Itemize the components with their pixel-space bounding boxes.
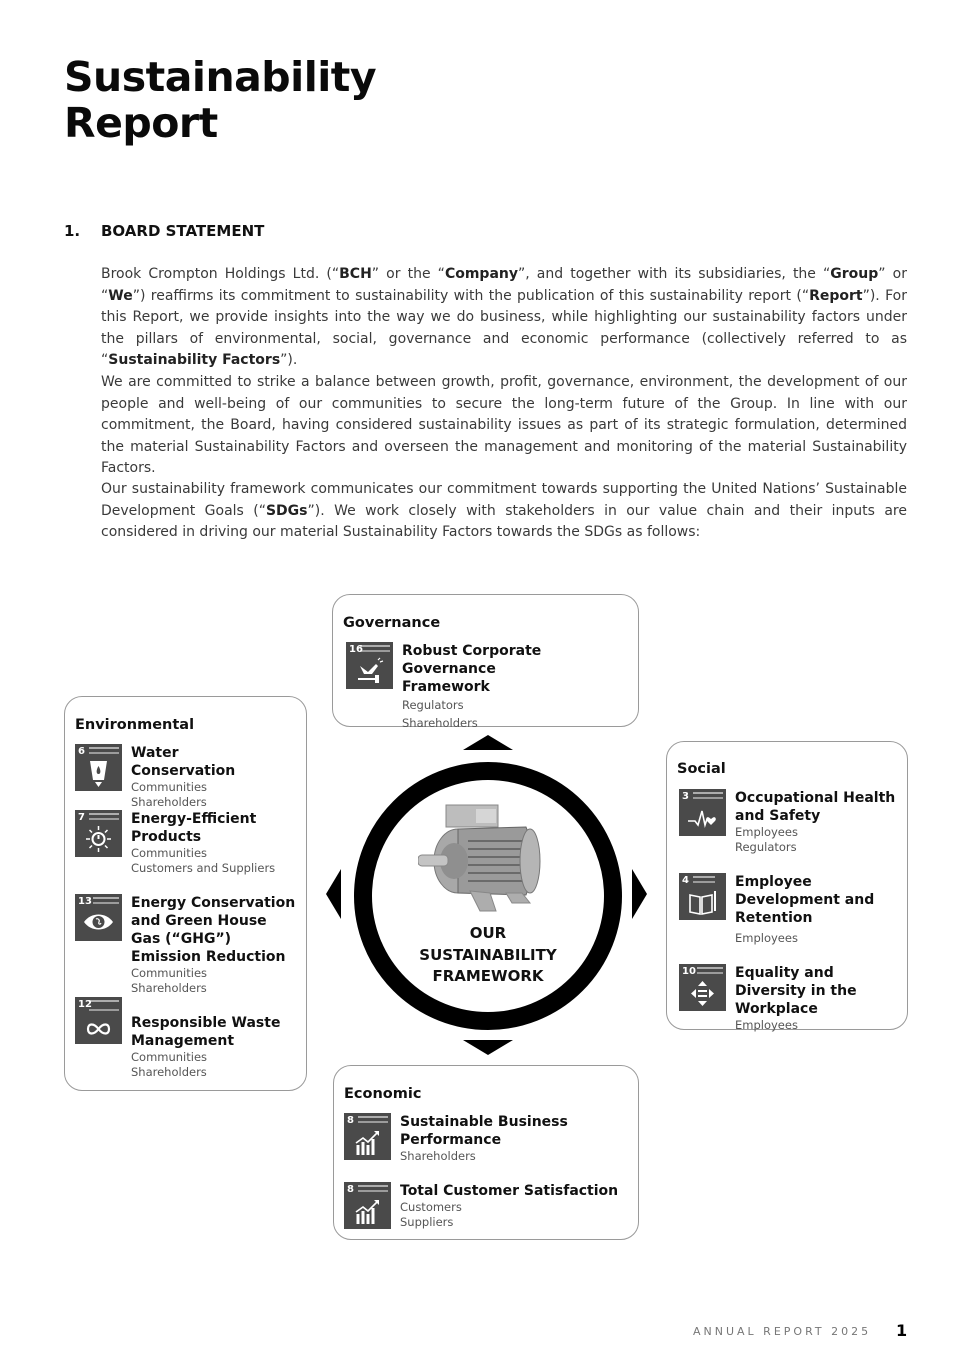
water-glass-icon [83, 758, 114, 788]
stakeholder: Regulators [402, 698, 464, 712]
factor-name: Occupational Health and Safety [735, 790, 896, 824]
section-title: BOARD STATEMENT [101, 222, 265, 240]
factor-name: Responsible Waste Management [131, 1015, 281, 1049]
title-line-2: Report [64, 99, 218, 147]
factor-name: Total Customer Satisfaction [400, 1183, 619, 1199]
stakeholder: Communities [131, 966, 208, 980]
stakeholder: Employees [735, 825, 798, 839]
stakeholder: Shareholders [400, 1149, 476, 1163]
stakeholder: Customers and Suppliers [131, 861, 276, 875]
environmental-box [64, 696, 307, 1091]
page-number: 1 [896, 1321, 908, 1340]
stakeholder: Customers [400, 1200, 462, 1214]
arrow-up-icon [463, 735, 513, 750]
equality-arrows-icon [687, 978, 718, 1008]
environmental-item [75, 810, 281, 876]
sustainability-framework-diagram [323, 735, 653, 1055]
social-item [679, 964, 900, 1033]
factor-name: Energy Conservation and Green House Gas (“GHG”) Emission Reduction [131, 895, 296, 965]
social-box [666, 741, 908, 1030]
social-item [679, 789, 900, 855]
sdg-12-badge: 12 [75, 997, 122, 1044]
economic-item [344, 1113, 600, 1164]
stakeholder: Shareholders [131, 795, 207, 809]
factor-name: Robust Corporate Governance Framework [402, 643, 542, 695]
sdg-8-badge: 8 [344, 1113, 391, 1160]
arrow-right-icon [632, 869, 647, 919]
economic-box [333, 1065, 639, 1240]
factor-name: Water Conservation [131, 745, 236, 779]
sdg-7-badge: 7 [75, 810, 122, 857]
dove-gavel-icon [354, 656, 385, 686]
electric-motor-image [418, 803, 548, 918]
heartbeat-icon [687, 803, 718, 833]
sdg-6-badge: 6 [75, 744, 122, 791]
stakeholder: Shareholders [131, 1065, 207, 1079]
growth-chart-icon [352, 1127, 383, 1157]
sun-power-icon [83, 824, 114, 854]
stakeholder: Employees [735, 931, 798, 945]
environmental-heading: Environmental [75, 717, 195, 733]
title-line-1: Sustainability [64, 53, 377, 101]
stakeholder: Shareholders [131, 981, 207, 995]
stakeholder: Communities [131, 1050, 208, 1064]
sdg-3-badge: 3 [679, 789, 726, 836]
stakeholder: Shareholders [402, 716, 478, 730]
social-item [679, 873, 900, 946]
economic-heading: Economic [344, 1086, 422, 1102]
sdg-16-badge: 16 [346, 642, 393, 689]
section-heading [64, 222, 264, 240]
stakeholder: Communities [131, 846, 208, 860]
page-title [64, 54, 376, 146]
growth-chart-icon [352, 1196, 383, 1226]
economic-item [344, 1182, 630, 1230]
sdg-10-badge: 10 [679, 964, 726, 1011]
environmental-item [75, 744, 281, 810]
infinity-icon [83, 1011, 114, 1041]
paragraph-2: We are committed to strike a balance between growth, profit, governance, environment, the development of our people and well-being of our communities to secure the long-term future of the Group. In line with our commitment, the Board, having considered sustainability issues as part of its strategic formulation, determined the material Sustainability Factors and overseen the management and monitoring of the material Sustainability Factors. [101, 374, 907, 476]
paragraph-1: Brook Crompton Holdings Ltd. (“BCH” or the “Company”, and together with its subsidiaries, the “Group” or “We”) reaffirms its commitment to sustainability with the publication of this sustainability report (“Report”). For this Report, we provide insights into the way we do business, while highlighting our sustainability factors under the pillars of environmental, social, governance and economic performance (collectively referred to as “Sustainability Factors”). [101, 266, 907, 368]
section-number: 1. [64, 222, 81, 240]
sdg-4-badge: 4 [679, 873, 726, 920]
environmental-item [75, 997, 291, 1080]
stakeholder: Communities [131, 780, 208, 794]
factor-name: Sustainable Business Performance [400, 1114, 568, 1148]
arrow-down-icon [463, 1040, 513, 1055]
governance-box [332, 594, 639, 730]
factor-name: Employee Development and Retention [735, 874, 875, 926]
paragraph-3: Our sustainability framework communicates our commitment towards supporting the United Nations’ Sustainable Development Goals (“SDGs”). We work closely with stakeholders in our value chain and their inputs are considered in driving our material Sustainability Factors towards the SDGs as follows: [101, 481, 907, 540]
environmental-item [75, 894, 296, 996]
factor-name: Energy-Efficient Products [131, 811, 257, 845]
book-pencil-icon [687, 887, 718, 917]
eye-globe-icon [83, 908, 114, 938]
framework-label: OUR SUSTAINABILITY FRAMEWORK [419, 924, 557, 985]
arrow-left-icon [326, 869, 341, 919]
factor-name: Equality and Diversity in the Workplace [735, 965, 857, 1017]
stakeholder: Suppliers [400, 1215, 454, 1229]
stakeholder: Employees [735, 1018, 798, 1032]
social-heading: Social [677, 761, 726, 777]
sdg-13-badge: 13 [75, 894, 122, 941]
sdg-8-badge: 8 [344, 1182, 391, 1229]
governance-heading: Governance [343, 615, 441, 631]
stakeholder: Regulators [735, 840, 797, 854]
footer-report-name: ANNUAL REPORT 2025 [693, 1325, 872, 1338]
governance-item [346, 642, 582, 731]
